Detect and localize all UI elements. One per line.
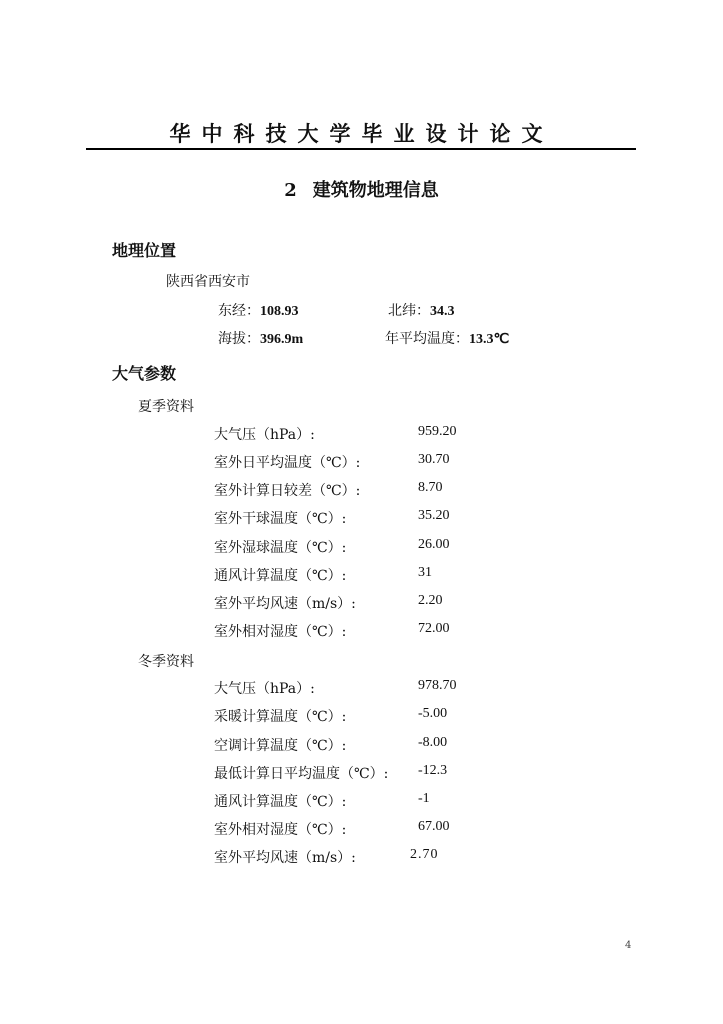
winter-param-label: 通风计算温度（℃）: <box>214 794 347 810</box>
summer-param-value: 31 <box>418 565 432 580</box>
altitude-label: 海拔： <box>218 331 260 347</box>
summer-param-value: 35.20 <box>418 508 450 523</box>
summer-param-label: 室外计算日较差（℃）: <box>214 483 361 499</box>
summer-param-label: 室外相对湿度（℃）: <box>214 624 347 640</box>
summer-param-label: 通风计算温度（℃）: <box>214 568 347 584</box>
city-name: 陕西省西安市 <box>166 274 250 290</box>
winter-param-value: -12.3 <box>418 763 448 778</box>
summer-heading: 夏季资料 <box>138 399 194 415</box>
summer-param-label: 室外干球温度（℃）: <box>214 511 347 527</box>
latitude-label: 北纬： <box>388 303 430 319</box>
winter-param-label: 大气压（hPa）: <box>214 681 315 697</box>
winter-param-label: 室外平均风速（m/s）: <box>214 850 356 866</box>
winter-param-label: 采暖计算温度（℃）: <box>214 709 347 725</box>
section-heading-atmosphere: 大气参数 <box>112 364 177 383</box>
chapter-title-text: 建筑物地理信息 <box>312 180 439 201</box>
winter-param-value: -1 <box>418 791 430 806</box>
summer-param-label: 室外平均风速（m/s）: <box>214 596 356 612</box>
winter-param-value: -8.00 <box>418 735 448 750</box>
annual-temp-label: 年平均温度： <box>385 331 469 347</box>
winter-heading: 冬季资料 <box>138 654 194 670</box>
winter-param-value: 67.00 <box>418 819 450 834</box>
winter-param-label: 空调计算温度（℃）: <box>214 738 347 754</box>
annual-temperature <box>385 328 509 348</box>
annual-temp-value: 13.3℃ <box>469 332 510 347</box>
winter-param-value: 2.70 <box>410 847 439 862</box>
winter-param-label: 室外相对湿度（℃）: <box>214 822 347 838</box>
section-heading-location: 地理位置 <box>112 241 177 260</box>
page-number: 4 <box>625 940 632 951</box>
summer-param-label: 室外日平均温度（℃）: <box>214 455 361 471</box>
winter-param-label: 最低计算日平均温度（℃）: <box>214 766 389 782</box>
summer-param-label: 大气压（hPa）: <box>214 427 315 443</box>
winter-param-value: 978.70 <box>418 678 457 693</box>
summer-param-label: 室外湿球温度（℃）: <box>214 540 347 556</box>
summer-param-value: 72.00 <box>418 621 450 636</box>
chapter-number: 2 <box>284 180 297 201</box>
altitude-value: 396.9m <box>260 332 304 347</box>
summer-param-value: 30.70 <box>418 452 450 467</box>
longitude-label: 东经： <box>218 303 260 319</box>
summer-param-value: 959.20 <box>418 424 457 439</box>
latitude-value: 34.3 <box>430 304 455 319</box>
summer-param-value: 2.20 <box>418 593 443 608</box>
longitude <box>218 300 299 320</box>
chapter-title <box>0 176 723 202</box>
altitude <box>218 328 303 348</box>
thesis-header-title: 华中科技大学毕业设计论文 <box>169 122 554 146</box>
header-divider <box>86 148 636 150</box>
latitude <box>388 300 455 320</box>
summer-param-value: 26.00 <box>418 537 450 552</box>
summer-param-value: 8.70 <box>418 480 443 495</box>
winter-param-value: -5.00 <box>418 706 448 721</box>
longitude-value: 108.93 <box>260 304 299 319</box>
